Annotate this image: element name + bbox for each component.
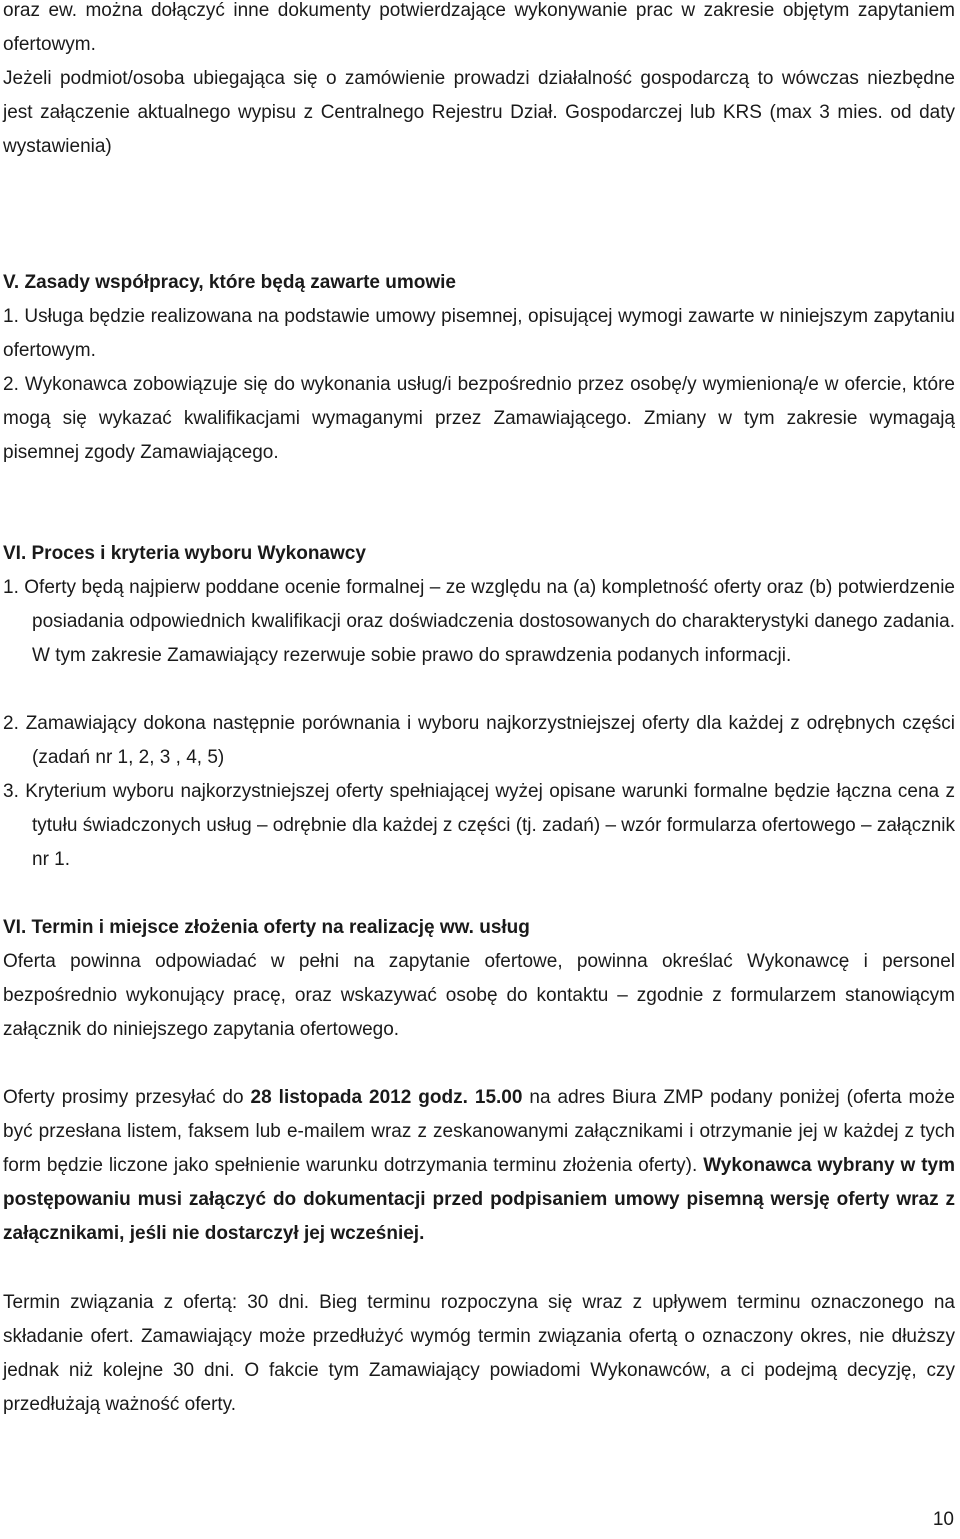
binding-period-paragraph: Termin związania z ofertą: 30 dni. Bieg terminu rozpoczyna się wraz z upływem terminu oznaczonego na składanie ofert. Zamawiający może przedłużyć wymóg termin związania ofertą o oznaczony okres, nie dłuższy jednak niż kolejne 30 dni. O fakcie tym Zamawiający powiadomi Wykonawców, a ci podejmą decyzję, czy przedłużają ważność oferty. bbox=[3, 1292, 955, 1415]
section-5-point-2: 2. Wykonawca zobowiązuje się do wykonania usług/i bezpośrednio przez osobę/y wymienioną/e w ofercie, które mogą się wykazać kwalifikacjami wymaganymi przez Zamawiającego. Zmiany w tym zakresie wymagają pisemnej zgody Zamawiającego. bbox=[3, 374, 955, 463]
section-6-item-2: 2. Zamawiający dokona następnie porównania i wyboru najkorzystniejszej oferty dla każdej z odrębnych części (zadań nr 1, 2, 3 , 4, 5) bbox=[3, 713, 955, 768]
section-6b-heading: VI. Termin i miejsce złożenia oferty na realizację ww. usług bbox=[3, 917, 530, 938]
submission-deadline: 28 listopada 2012 godz. 15.00 bbox=[250, 1087, 523, 1108]
submission-paragraph bbox=[3, 1081, 955, 1251]
intro-paragraph-1: oraz ew. można dołączyć inne dokumenty potwierdzające wykonywanie prac w zakresie objętym zapytaniem ofertowym. bbox=[3, 0, 955, 55]
submission-bold-note: Wykonawca wybrany w tym postępowaniu musi załączyć do dokumentacji przed podpisaniem umowy pisemną wersję oferty wraz z załącznikami, jeśli nie dostarczył jej wcześniej. bbox=[3, 1155, 955, 1244]
section-5-point-1: 1. Usługa będzie realizowana na podstawie umowy pisemnej, opisującej wymogi zawarte w niniejszym zapytaniu ofertowym. bbox=[3, 306, 955, 361]
section-6-heading: VI. Proces i kryteria wyboru Wykonawcy bbox=[3, 543, 366, 564]
intro-paragraph-2: Jeżeli podmiot/osoba ubiegająca się o zamówienie prowadzi działalność gospodarczą to wówczas niezbędne jest załączenie aktualnego wypisu z Centralnego Rejestru Dział. Gospodarczej lub KRS (max 3 mies. od daty wystawienia) bbox=[3, 68, 955, 157]
submission-text-b: na adres Biura ZMP podany poniżej (oferta może być przesłana listem, faksem lub e-mailem wraz z zeskanowanymi załącznikami i otrzymanie jej w każdej z tych form będzie liczone jako spełnienie warunku dotrzymania terminu złożenia oferty). bbox=[3, 1087, 955, 1176]
section-5-heading: V. Zasady współpracy, które będą zawarte umowie bbox=[3, 272, 457, 293]
offer-requirements-paragraph: Oferta powinna odpowiadać w pełni na zapytanie ofertowe, powinna określać Wykonawcę i personel bezpośrednio wykonujący pracę, oraz wskazywać osobę do kontaktu – zgodnie z formularzem stanowiącym załącznik do niniejszego zapytania ofertowego. bbox=[3, 951, 955, 1040]
section-6-item-3: 3. Kryterium wyboru najkorzystniejszej oferty spełniającej wyżej opisane warunki formalne będzie łączna cena z tytułu świadczonych usług – odrębnie dla każdej z części (tj. zadań) – wzór formularza ofertowego – załącznik nr 1. bbox=[3, 781, 956, 870]
submission-text-a: Oferty prosimy przesyłać do bbox=[3, 1087, 251, 1108]
page-number: 10 bbox=[932, 1509, 954, 1530]
section-6-item-1: 1. Oferty będą najpierw poddane ocenie formalnej – ze względu na (a) kompletność oferty oraz (b) potwierdzenie posiadania odpowiednich kwalifikacji oraz doświadczenia dostosowanych do charakterystyki danego zadania. W tym zakresie Zamawiający rezerwuje sobie prawo do sprawdzenia podanych informacji. bbox=[3, 577, 955, 666]
